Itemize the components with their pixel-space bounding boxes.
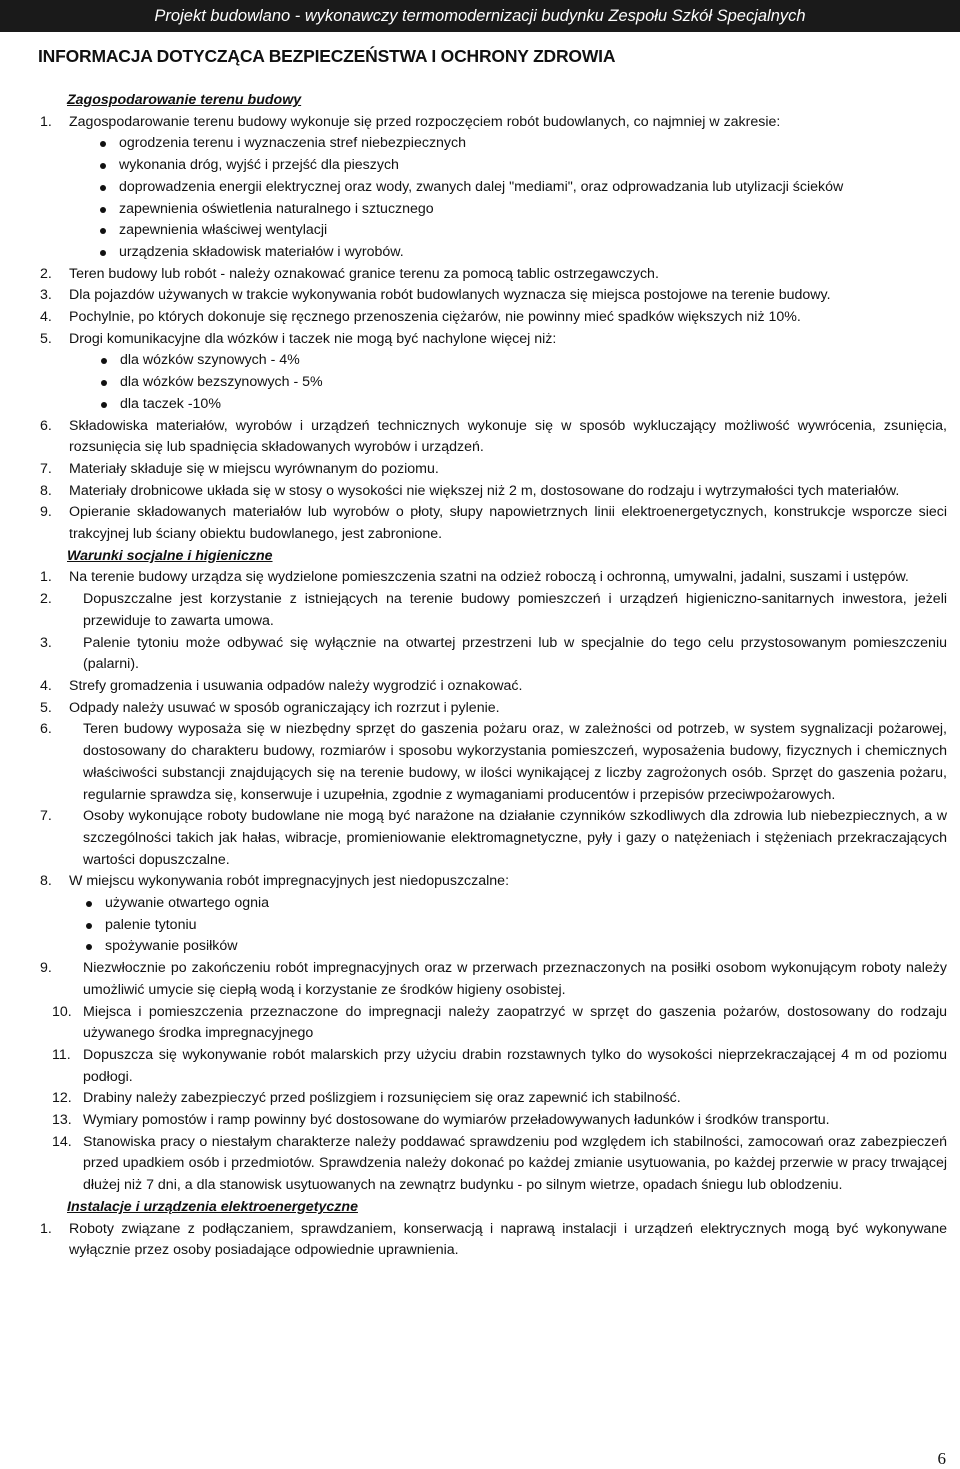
list-item — [0, 589, 960, 632]
section-heading: Warunki socjalne i higieniczne — [67, 547, 273, 564]
bullet-item: urządzenia składowisk materiałów i wyrobów. — [0, 242, 960, 264]
item-text: Materiały składuje się w miejscu wyrównanym do poziomu. — [69, 460, 439, 477]
item-number: 3. — [40, 287, 52, 304]
item-text: Strefy gromadzenia i usuwania odpadów należy wygrodzić i oznakować. — [69, 677, 523, 694]
bullet-item: używanie otwartego ognia — [0, 893, 960, 915]
item-text: Materiały drobnicowe układa się w stosy o wysokości nie większej niż 2 m, dostosowane do rodzaju i wytrzymałości tych materiałów. — [69, 482, 900, 499]
list-item — [0, 633, 960, 676]
list-item — [0, 502, 960, 545]
item-text: Roboty związane z podłączaniem, sprawdzaniem, konserwacją i naprawą instalacji i urządzeń elektrycznych mogą być wykonywane wyłącznie przez osoby posiadające odpowiednie uprawnienia. — [69, 1220, 947, 1259]
section-heading: Instalacje i urządzenia elektroenergetyczne — [67, 1198, 358, 1215]
item-text: Niezwłocznie po zakończeniu robót impregnacyjnych oraz w przerwach przeznaczonych na posiłki osobom wykonującym roboty należy umożliwić umycie się ciepłą wodą i korzystanie ze środków higieny osobistej. — [83, 960, 947, 998]
bullet-item: doprowadzenia energii elektrycznej oraz wody, zwanych dalej "mediami", oraz odprowadzania lub utylizacji ścieków — [0, 177, 960, 199]
list-item — [0, 1132, 960, 1197]
list-item — [0, 264, 960, 286]
item-number: 14. — [52, 1133, 72, 1150]
item-text: Opieranie składowanych materiałów lub wyrobów o płoty, słupy napowietrznych linii elektroenergetycznych, konstrukcje wsporcze sieci trakcyjnej lub ściany obiektu budowlanego, jest zabronione. — [69, 504, 947, 543]
list-item — [0, 285, 960, 307]
list-item — [0, 719, 960, 806]
list-item — [0, 1088, 960, 1110]
document-title: INFORMACJA DOTYCZĄCA BEZPIECZEŃSTWA I OCHRONY ZDROWIA — [38, 46, 616, 66]
bullet-item: dla wózków bezszynowych - 5% — [0, 372, 960, 394]
bullet-item: dla taczek -10% — [0, 394, 960, 416]
list-item — [0, 1110, 960, 1132]
item-number: 3. — [40, 634, 52, 651]
item-number: 2. — [40, 265, 52, 282]
item-text: Drabiny należy zabezpieczyć przed poślizgiem i rozsunięciem się oraz zapewnić ich stabilność. — [83, 1090, 681, 1107]
item-text: Teren budowy wyposaża się w niezbędny sprzęt do gaszenia pożaru oraz, w zależności od potrzeb, w system sygnalizacji pożarowej, dostosowany do charakteru budowy, rozmiarów i sposobu wykorzystania pomieszczeń, wyposażenia budowy, fizycznych i chemicznych właściwości substancji znajdujących się na terenie budowy, w ilości wynikającej z liczby zagrożonych osób. Sprzęt do gaszenia pożaru, regularnie sprawdza się, konserwuje i uzupełnia, zgodnie z wymaganiami producentów i przepisów przeciwpożarowych. — [83, 721, 947, 803]
item-text: Zagospodarowanie terenu budowy wykonuje się przed rozpoczęciem robót budowlanych, co najmniej w zakresie: — [69, 113, 781, 130]
item-number: 5. — [40, 330, 52, 347]
item-number: 5. — [40, 699, 52, 716]
item-number: 7. — [40, 808, 52, 825]
item-text: Odpady należy usuwać w sposób ograniczający ich rozrzut i pylenie. — [69, 699, 500, 716]
item-text: Drogi komunikacyjne dla wózków i taczek nie mogą być nachylone więcej niż: — [69, 330, 557, 347]
item-text: Dopuszczalne jest korzystanie z istniejących na terenie budowy pomieszczeń i urządzeń higieniczno-sanitarnych inwestora, jeżeli przewiduje to zawarta umowa. — [83, 591, 947, 629]
list-item — [0, 1045, 960, 1088]
item-text: Palenie tytoniu może odbywać się wyłącznie na otwartej przestrzeni lub w specjalnie do tego celu przystosowanym pomieszczeniu (palarni). — [83, 634, 947, 673]
item-number: 12. — [52, 1090, 72, 1107]
section-heading: Zagospodarowanie terenu budowy — [67, 92, 302, 108]
item-number: 8. — [40, 482, 52, 499]
list-item — [0, 459, 960, 481]
bullet-item: wykonania dróg, wyjść i przejść dla pieszych — [0, 155, 960, 177]
item-number: 7. — [40, 460, 52, 477]
bullet-item: palenie tytoniu — [0, 915, 960, 937]
item-number: 11. — [52, 1046, 71, 1063]
list-item — [0, 416, 960, 459]
bullet-list — [0, 893, 960, 958]
item-number: 4. — [40, 677, 52, 694]
list-item — [0, 481, 960, 503]
item-text: Dopuszcza się wykonywanie robót malarskich przy użyciu drabin rozstawnych tylko do wysokości nieprzekraczającej 4 m od poziomu podłogi. — [83, 1046, 947, 1085]
item-number: 6. — [40, 417, 52, 434]
item-text: Pochylnie, po których dokonuje się ręcznego przenoszenia ciężarów, nie powinny mieć spadków większych niż 10%. — [69, 309, 801, 326]
list-item — [0, 1219, 960, 1262]
list-item — [0, 307, 960, 329]
bullet-item: ogrodzenia terenu i wyznaczenia stref niebezpiecznych — [0, 133, 960, 155]
bullet-list — [0, 350, 960, 415]
page-number: 6 — [937, 1449, 946, 1468]
list-item — [0, 329, 960, 351]
item-number: 6. — [40, 721, 52, 738]
list-item — [0, 958, 960, 1001]
bullet-item: zapewnienia właściwej wentylacji — [0, 220, 960, 242]
bullet-item: zapewnienia oświetlenia naturalnego i sztucznego — [0, 199, 960, 221]
item-number: 9. — [40, 504, 52, 521]
list-item — [0, 698, 960, 720]
item-number: 4. — [40, 309, 52, 326]
item-text: Wymiary pomostów i ramp powinny być dostosowane do wymiarów przeładowywanych ładunków i środków transportu. — [83, 1112, 830, 1129]
document-body — [0, 90, 960, 1262]
item-number: 2. — [40, 591, 52, 608]
item-text: Miejsca i pomieszczenia przeznaczone do impregnacji należy zaopatrzyć w sprzęt do gaszenia pożarów, dostosowany do rodzaju używanego środka impregnacyjnego — [83, 1003, 947, 1042]
bullet-list — [0, 133, 960, 263]
item-text: Składowiska materiałów, wyrobów i urządzeń technicznych wykonuje się w sposób wykluczający możliwość wywrócenia, zsunięcia, rozsunięcia się lub spadnięcia składowanych wyrobów i urządzeń. — [69, 417, 947, 456]
item-number: 10. — [52, 1003, 72, 1020]
item-number: 8. — [40, 873, 52, 890]
list-item — [0, 806, 960, 871]
list-item — [0, 112, 960, 134]
list-item — [0, 567, 960, 589]
header-bar — [0, 0, 960, 32]
list-item — [0, 676, 960, 698]
list-item — [0, 871, 960, 893]
item-text: Teren budowy lub robót - należy oznakować granice terenu za pomocą tablic ostrzegawczych. — [69, 265, 659, 282]
item-number: 13. — [52, 1112, 72, 1129]
item-number: 1. — [40, 569, 52, 586]
item-text: Osoby wykonujące roboty budowlane nie mogą być narażone na działanie czynników szkodliwych dla zdrowia lub niebezpiecznych, a w szczególności takich jak hałas, wibracje, promieniowanie elektromagnetyczne, pyły i gazy o natężeniach i stężeniach przekraczających wartości dopuszczalne. — [83, 808, 947, 868]
item-number: 1. — [40, 113, 52, 130]
item-text: Stanowiska pracy o niestałym charakterze należy poddawać sprawdzeniu pod względem ich stabilności, zamocowań oraz zabezpieczeń przed upadkiem osób i przedmiotów. Sprawdzenia należy dokonać po każdej zmianie usytuowania, po każdej przerwie w pracy trwającej dłużej niż 7 dni, a dla stanowisk usytuowanych na zewnątrz budynku - po silnym wietrze, opadach śniegu lub oblodzeniu. — [83, 1133, 947, 1194]
item-number: 9. — [40, 960, 52, 977]
item-text: Dla pojazdów używanych w trakcie wykonywania robót budowlanych wyznacza się miejsca postojowe na terenie budowy. — [69, 287, 831, 304]
bullet-item: spożywanie posiłków — [0, 936, 960, 958]
item-text: Na terenie budowy urządza się wydzielone pomieszczenia szatni na odzież roboczą i ochronną, umywalni, jadalni, suszami i ustępów. — [69, 569, 909, 586]
item-text: W miejscu wykonywania robót impregnacyjnych jest niedopuszczalne: — [69, 873, 510, 890]
bullet-item: dla wózków szynowych - 4% — [0, 350, 960, 372]
item-number: 1. — [40, 1220, 52, 1237]
header-text: Projekt budowlano - wykonawczy termomodernizacji budynku Zespołu Szkół Specjalnych — [154, 7, 806, 25]
list-item — [0, 1002, 960, 1045]
